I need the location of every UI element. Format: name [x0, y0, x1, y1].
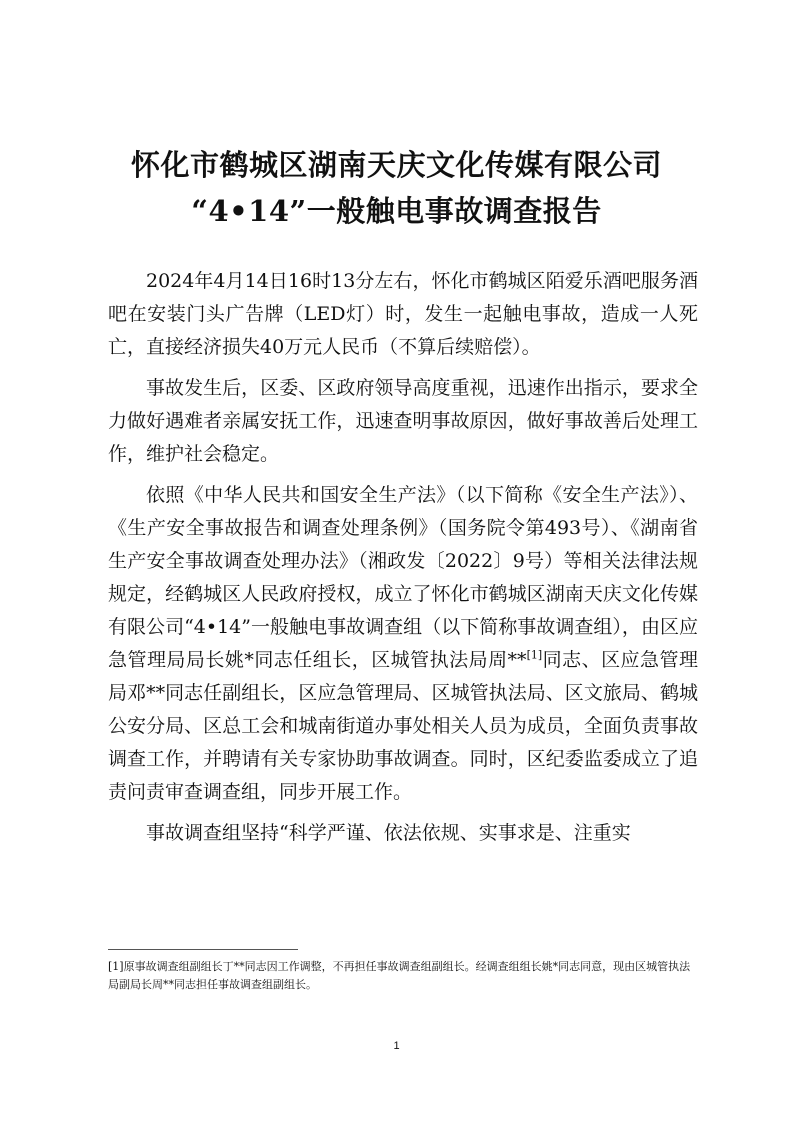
document-title-line1: 怀化市鹤城区湖南天庆文化传媒有限公司	[130, 148, 662, 182]
paragraph-4: 事故调查组坚持“科学严谨、依法依规、实事求是、注重实	[146, 822, 631, 844]
footnote-marker[interactable]: [1]	[526, 648, 543, 662]
footnote-divider	[108, 949, 298, 950]
report-body	[108, 265, 698, 858]
page-number: 1	[393, 1040, 400, 1052]
paragraph-1: 2024年4月14日16时13分左右，怀化市鹤城区陌爱乐酒吧服务酒吧在安装门头广告牌（LED灯）时，发生一起触电事故，造成一人死亡，直接经济损失40万元人民币（不算后续赔偿）。	[108, 270, 698, 358]
document-title-line2: “4•14”一般触电事故调查报告	[191, 194, 602, 228]
paragraph-3	[108, 479, 698, 809]
paragraph-2: 事故发生后，区委、区政府领导高度重视，迅速作出指示，要求全力做好遇难者亲属安抚工作，迅速查明事故原因，做好事故善后处理工作，维护社会稳定。	[108, 377, 698, 465]
paragraph-3-text-a: 依照《中华人民共和国安全生产法》（以下简称《安全生产法》）、《生产安全事故报告和调查处理条例》（国务院令第493号）、《湖南省生产安全事故调查处理办法》（湘政发〔2022〕9号）等相关法律法规规定，经鹤城区人民政府授权，成立了怀化市鹤城区湖南天庆文化传媒有限公司“4•14”一般触电事故调查组（以下简称事故调查组），由区应急管理局局长姚*同志任组长，区城管执法局周**	[108, 484, 698, 671]
footnote-text: [1]原事故调查组副组长丁**同志因工作调整，不再担任事故调查组副组长。经调查组组长姚*同志同意，现由区城管执法局副局长周**同志担任事故调查组副组长。	[108, 960, 691, 991]
paragraph-3-text-b: 同志、区应急管理局邓**同志任副组长，区应急管理局、区城管执法局、区文旅局、鹤城公安分局、区总工会和城南街道办事处相关人员为成员，全面负责事故调查工作，并聘请有关专家协助事故调查。同时，区纪委监委成立了追责问责审查调查组，同步开展工作。	[108, 649, 698, 803]
